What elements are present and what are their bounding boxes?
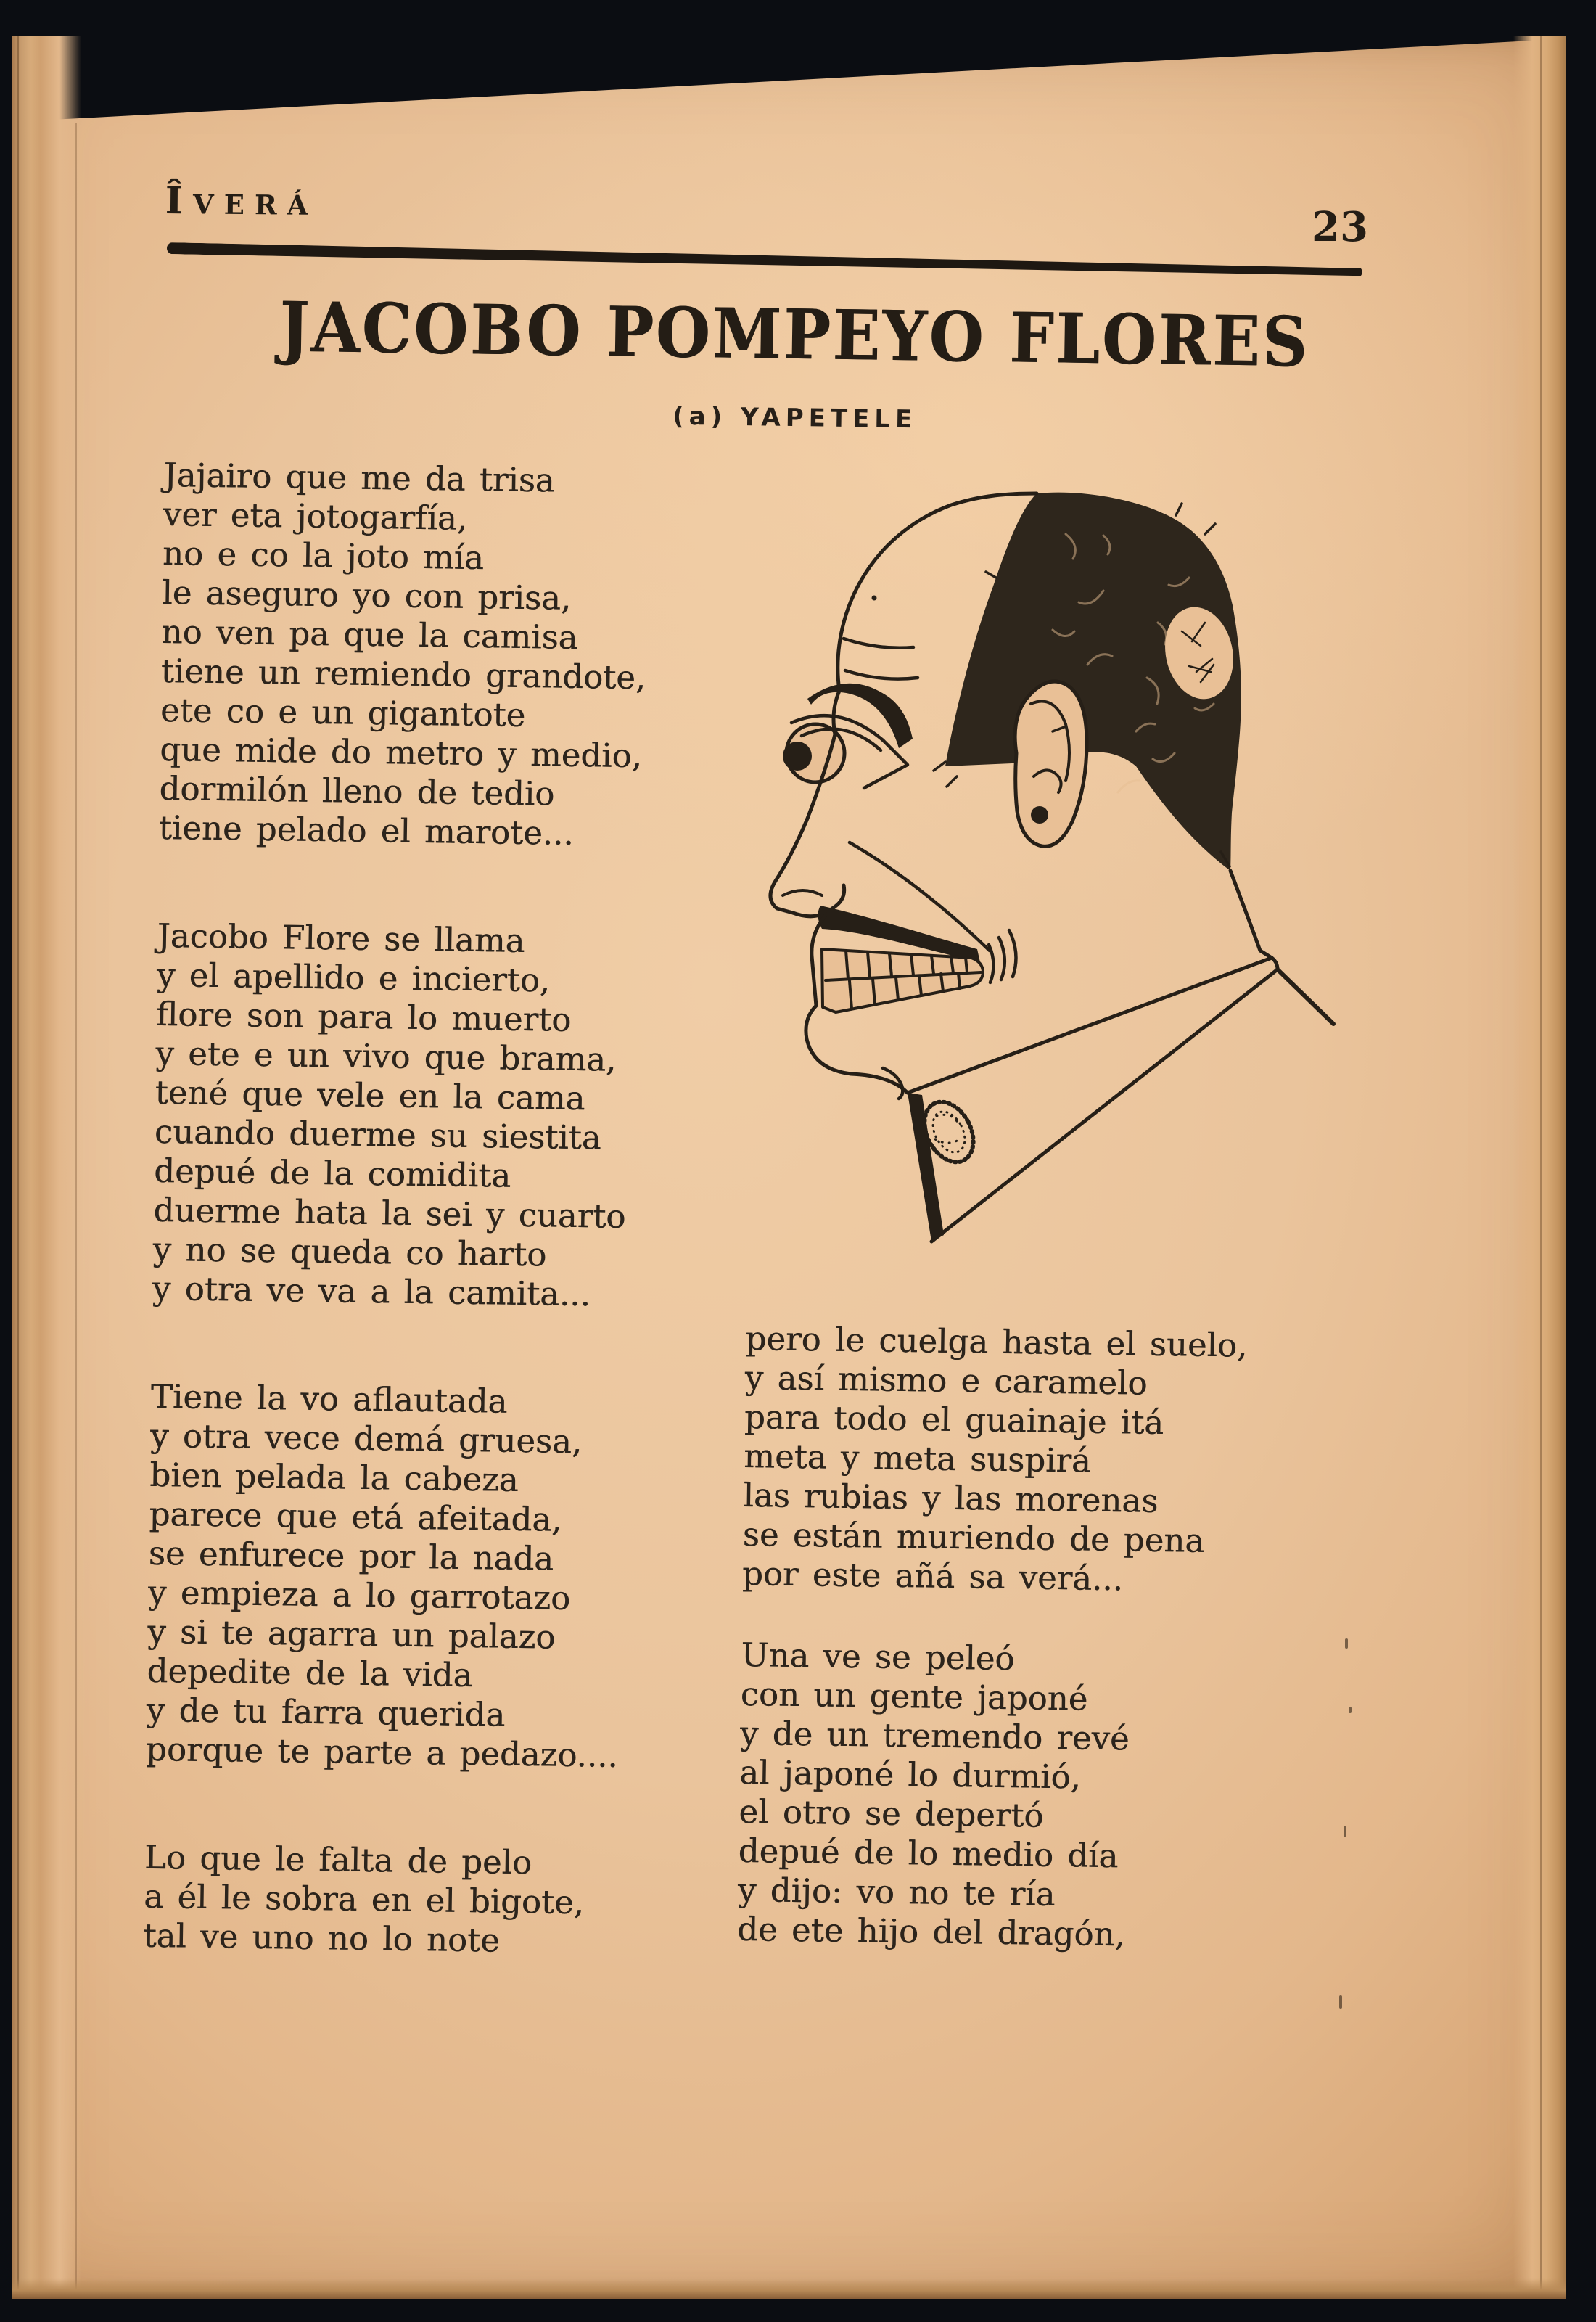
poem-line: y otra vece demá gruesa, (149, 1416, 583, 1461)
poem-line: se están muriendo de pena (742, 1514, 1205, 1560)
poem-line: tiene pelado el marote... (158, 808, 575, 853)
page-number: 23 (1312, 203, 1368, 251)
running-header-rest: VERÁ (192, 188, 318, 221)
poem-line: al japoné lo durmió, (739, 1752, 1082, 1797)
poem-stanza (152, 916, 760, 1317)
page-edge-bottom (12, 2278, 1566, 2299)
poem-line: y así mismo e caramelo (744, 1358, 1148, 1403)
poem-line: porque te parte a pedazo.... (145, 1729, 619, 1775)
teeth (822, 949, 983, 1012)
running-header-initial: Î (165, 179, 194, 223)
poem-line: para todo el guainaje itá (744, 1397, 1164, 1443)
ink-speck (1345, 1638, 1348, 1649)
poem-line: y de tu farra querida (146, 1690, 506, 1734)
poem-line: y si te agarra un palazo (147, 1612, 556, 1657)
poem-line: y ete e un vivo que brama, (155, 1033, 617, 1079)
poem-line: cuando duerme su siestita (154, 1112, 602, 1157)
poem-line: parece que etá afeitada, (149, 1494, 562, 1539)
hair (934, 493, 1241, 871)
poem-column-right (736, 1319, 1312, 1999)
poem-line: ver eta jotogarfía, (163, 494, 468, 538)
poem-line: depué de lo medio día (738, 1831, 1119, 1876)
poem-line: Una ve se peleó (741, 1635, 1015, 1678)
poem-line: el otro se depertó (739, 1792, 1044, 1835)
page-edge-right (1513, 36, 1566, 2299)
ink-speck (1349, 1707, 1352, 1713)
poem-line: se enfurece por la nada (148, 1533, 554, 1578)
poem-line: Jajairo que me da trisa (163, 456, 556, 500)
cover-edge-wedge (12, 36, 1566, 122)
poem-title: JACOBO POMPEYO FLORES (279, 287, 1310, 383)
poem-stanza (742, 1319, 1312, 1601)
poem-line: bien pelada la cabeza (149, 1455, 519, 1499)
poem-line: las rubias y las morenas (743, 1475, 1159, 1520)
poem-line: no e co la joto mía (162, 533, 485, 578)
poem-stanza (737, 1636, 1307, 1957)
ear (1015, 681, 1087, 846)
page-seam (1540, 36, 1542, 2299)
running-header (165, 179, 318, 224)
poem-line: Tiene la vo aflautada (150, 1377, 508, 1421)
poem-line: tiene un remiendo grandote, (160, 651, 646, 697)
header-rule (167, 242, 1362, 278)
eye (783, 715, 908, 788)
poem-line: y dijo: vo no te ría (737, 1870, 1056, 1914)
poem-line: tal ve uno no lo note (143, 1916, 501, 1960)
laugh-marks (989, 930, 1016, 982)
poem-line: pero le cuelga hasta el suelo, (745, 1319, 1248, 1365)
poem-line: meta y meta suspirá (743, 1436, 1092, 1480)
poem-column-left (142, 456, 766, 2032)
poem-line: y de un tremendo revé (739, 1713, 1130, 1758)
poem-line: depedite de la vida (147, 1651, 473, 1695)
forehead-wrinkles (844, 639, 918, 679)
poem-line: de ete hijo del dragón, (736, 1909, 1126, 1954)
poem-line: y empieza a lo garrotazo (147, 1572, 571, 1617)
poem-line: tené que vele en la cama (155, 1072, 585, 1118)
poem-stanza (146, 1377, 753, 1778)
page-edge-left (12, 36, 81, 2299)
poem-line: y el apellido e incierto, (156, 955, 551, 1000)
poem-line: depué de la comidita (153, 1151, 511, 1195)
poem-line: Lo que le falta de pelo (144, 1837, 532, 1882)
poem-line: le aseguro yo con prisa, (161, 573, 572, 618)
poem-stanza (158, 456, 765, 856)
poem-alias: (a) YAPETELE (672, 401, 918, 435)
poem-line: Jacobo Flore se llama (157, 916, 525, 961)
poem-line: con un gente japoné (740, 1674, 1088, 1718)
poem-line: por este añá sa verá... (741, 1554, 1124, 1599)
page-crease (75, 123, 77, 2299)
poem-line: dormilón lleno de tedio (159, 768, 555, 813)
ink-speck (1344, 1826, 1346, 1837)
ink-speck (1339, 1995, 1342, 2009)
collar-and-tie (908, 871, 1333, 1242)
poem-line: duerme hata la sei y cuarto (153, 1190, 626, 1236)
poem-line: a él le sobra en el bigote, (143, 1876, 585, 1922)
poem-line: y no se queda co harto (152, 1229, 547, 1274)
poem-line: ete co e un gigantote (160, 690, 526, 734)
caricature-profile-illustration (741, 448, 1379, 1316)
poem-line: flore son para lo muerto (155, 994, 572, 1039)
poem-stanza (143, 1838, 746, 1964)
poem-line: que mide do metro y medio, (159, 729, 643, 776)
poem-line: no ven pa que la camisa (161, 612, 578, 657)
poem-line: y otra ve va a la camita... (152, 1268, 591, 1314)
page-crease (17, 36, 19, 2299)
book-page (12, 36, 1566, 2299)
